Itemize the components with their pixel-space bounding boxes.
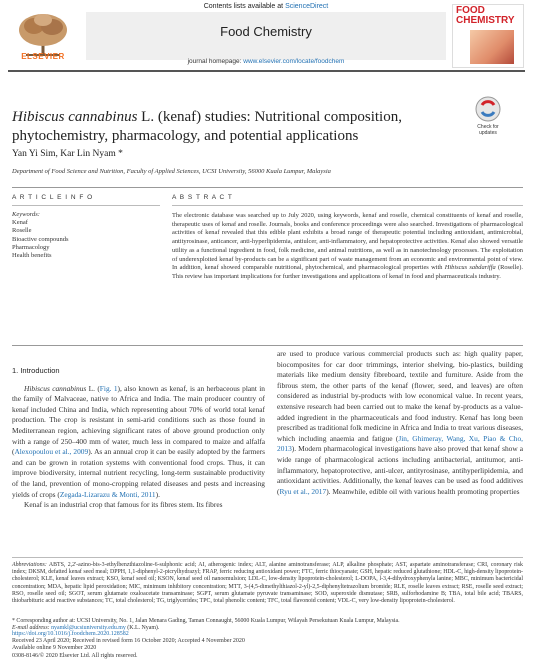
divider [172, 205, 523, 206]
journal-name: Food Chemistry [220, 24, 312, 39]
copyright: 0308-8146/© 2020 Elsevier Ltd. All rights reserved. [12, 652, 138, 659]
abstract-end: (Roselle). This review has important implications for further investigations and applications of kenaf in food and pharmaceuticals industry. [172, 264, 523, 280]
abbreviations-footnote [12, 562, 523, 605]
divider [12, 187, 523, 188]
left-column [12, 366, 265, 511]
received-dates: Received 23 April 2020; Received in revised form 16 October 2020; Accepted 4 November 2020 [12, 638, 245, 645]
text-run: ). Modern pharmacological investigations have also proved that kenaf show a wide range of pharmacological actions including antibacterial, antitumor, anti-inflammatory, hepatoprotective, anti-ulcer, antityrosinase, antihyperlipidemia, and antioxidant activities. Additionally, the kenaf leaves can be used as food additives ( [277, 444, 523, 496]
email-label: E-mail address: [12, 625, 50, 632]
title-rest: L. (kenaf) studies: Nutritional composition, phytochemistry, pharmacology, and potential applications [12, 109, 402, 144]
contents-line [86, 3, 446, 10]
keywords-block [12, 211, 160, 260]
corresponding-address: * Corresponding author at: UCSI University, No. 1, Jalan Menara Gading, Taman Connaught, 56000 Kuala Lumpur, Wilayah Persekutuan Kuala Lumpur, Malaysia. [12, 618, 400, 624]
affiliation: Department of Food Science and Nutrition, Faculty of Applied Sciences, UCSI University, 56000 Kuala Lumpur, Malaysia [12, 168, 331, 175]
text-run: L. ( [86, 383, 100, 393]
keyword: Pharmacology [12, 243, 50, 251]
contents-prefix: Contents lists available at [203, 3, 286, 10]
citation-link[interactable]: Jin, Ghimeray, Wang, Xu, Piao & Cho, 2013 [277, 433, 523, 454]
sciencedirect-link[interactable]: ScienceDirect [285, 3, 329, 10]
abbreviations-text: ABTS, 2,2'-azino-bis-3-ethylbenzthiazoline-6-sulphonic acid; AI, atherogenic index; ALT, alanine aminotransferase; ALP, alkaline phosphate; AST, aspartate aminotransferase; CRI, coronary risk index; DKSM, defatted kenaf seed meal; DPPH, 1,1-diphenyl-2-picrylhydrazyl; FRAP, ferric reducing antioxidant power; FTC, ferric thiocyanate; GSH, hepatic reduced glutathione; HDL-C, high-density lipoprotein-cholesterol; KLE, kenaf leaves extract; KSO, kenaf seed oil; KSON, kenaf seed oil nanoemulsion; LDL-C, low-density lipoprotein-cholesterol; L-DOPA, l-3,4-dihydroxyphenyla lanine; MBC, minimum bactericidal concentration; MDA, hepatic lipid peroxidation; MIC, minimum inhibitory concentration; MTT, 3-(4,5-dimethylthiazol-2-yl)-2,5-diphenyltetrazolium bromide; RLE, roselle leaves extract; RSE, roselle seed extract; RSO, roselle seed oil; SGOT, serum glutamate oxaloacetate transaminase; SGPT, serum glutamate pyruvate transaminase; SOD, superoxide dismutase; SRB, sulforhodamine B; TBA, total bile acid; TBARS, thiobarbituric acid reactive substances; TC, total cholesterol; TG, triglycerides; TPC, total phenolic content; TFC, total flavonoid content; VDL-C, very low-density lipoprotein-cholesterol. [12, 562, 523, 605]
figure-link[interactable]: Fig. 1 [99, 383, 118, 393]
text-run: ). [155, 489, 160, 499]
abstract-text [172, 212, 523, 282]
publisher-wordmark: ELSEVIER [21, 52, 65, 61]
abstract-heading: A B S T R A C T [172, 194, 233, 201]
citation-link[interactable]: Alexopoulou et al., 2009 [14, 447, 89, 457]
article-footer [12, 631, 312, 660]
article-title [12, 108, 452, 146]
abstract-species: Hibiscus sabdariffa [444, 264, 496, 272]
journal-homepage [86, 58, 446, 65]
cover-title: FOOD CHEMISTRY [456, 5, 515, 26]
authors: Yan Yi Sim, Kar Lin Nyam * [12, 149, 123, 159]
keyword: Roselle [12, 227, 32, 235]
citation-link[interactable]: Ryu et al., 2017 [279, 486, 327, 496]
homepage-link[interactable]: www.elsevier.com/locate/foodchem [243, 58, 345, 65]
keywords-label: Keywords: [12, 211, 40, 218]
paragraph [12, 384, 265, 501]
text-run: ). As an annual crop it can be easily adopted by the farmers and can be grown in rotation systems with conventional food crops. Thus, it can improve biodiversity, internal nutrient recycling, long-term sustainable productivity of the land, prevention of mono-cropping related diseases and pests and increasing yields of crops ( [12, 447, 265, 499]
paragraph: Kenaf is an industrial crop that famous for its fibres stem. Its fibres [24, 500, 223, 510]
email-link[interactable]: nyamkl@ucsiuniversity.edu.my [51, 625, 126, 632]
right-column [277, 349, 523, 497]
keyword: Kenaf [12, 219, 28, 227]
citation-link[interactable]: Zegada-Lizarazu & Monti, 2011 [59, 489, 156, 499]
text-run: are used to produce various commercial products such as: high quality paper, biocomposites for car door trimmings, interior shelving, bio-plastics, building materials like medium density fibreboard, textile and furniture. Aside from the fibrous stem, the other parts of the kenaf (flower, seed, and leaves) are often considered as industrial by-products with low economical value. In recent years, extensive research had been carried out to make the kenaf by-products as a value-added ingredient in the pharmaceuticals and food industry. Kenaf has long been prescribed as traditional folk medicine in Africa and India to treat various diseases, which including anaemia and fatigue ( [277, 349, 523, 443]
footnote-rule [12, 557, 523, 558]
abbreviations-label: Abbreviations: [12, 562, 47, 568]
online-date: Available online 9 November 2020 [12, 645, 97, 652]
text-run: ). Meanwhile, edible oil with various health promoting properties [326, 486, 520, 496]
title-species: Hibiscus cannabinus [12, 109, 138, 125]
abstract-body: The electronic database was searched up to July 2020, using keywords, kenaf and roselle, chemical constituents of kenaf and roselle, therapeutic uses of kenaf and roselle. Journals, books and conference proceedings were also searched. Investigations of pharmacological activities of kenaf revealed that this edible plant exhibits a broad range of therapeutic potential including antioxidant, antimicrobial, antityrosinase, anticancer, anti-hyperlipidemia, antiulcer, anti-inflammatory, and hepatoprotective activities. Kenaf also showed versatile utility as a functional ingredient in food, folk medicine, and animal nutritions, as well as in nanotechnology processes. The exploitation of underexploited kenaf by-products can be a significant part of waste management from an economic and environmental point of view. In addition, kenaf showed comparable nutritional, phytochemical, and pharmacological properties with [172, 212, 523, 272]
header-rule [8, 70, 525, 72]
section-heading: 1. Introduction [12, 366, 60, 375]
keyword: Health benefits [12, 252, 52, 260]
homepage-prefix: journal homepage: [187, 58, 244, 65]
species-name: Hibiscus cannabinus [24, 383, 87, 393]
paragraph [277, 349, 523, 497]
doi-link[interactable]: https://doi.org/10.1016/j.foodchem.2020.128582 [12, 631, 129, 637]
cover-image [470, 30, 514, 64]
divider [12, 205, 160, 206]
email-suffix: (K.L. Nyam). [125, 625, 160, 632]
check-updates-icon[interactable] [470, 95, 506, 125]
divider [12, 345, 523, 346]
check-updates-label[interactable]: Check for updates [477, 124, 499, 136]
keyword: Bioactive compounds [12, 235, 69, 243]
text-run: ), also known as kenaf, is an herbaceous plant in the family of Malvaceae, native to Africa and India. The main producer country of kenaf included China and India, which representing about 70% of world total kenaf production. The crop is resistant in semi-arid conditions such as those found in Mediterranean region, achieving significant rates of above ground production only with a range of 250–400 mm of water, much less in compared to maize and alfalfa ( [12, 383, 265, 457]
article-info-heading: A R T I C L E I N F O [12, 194, 94, 201]
